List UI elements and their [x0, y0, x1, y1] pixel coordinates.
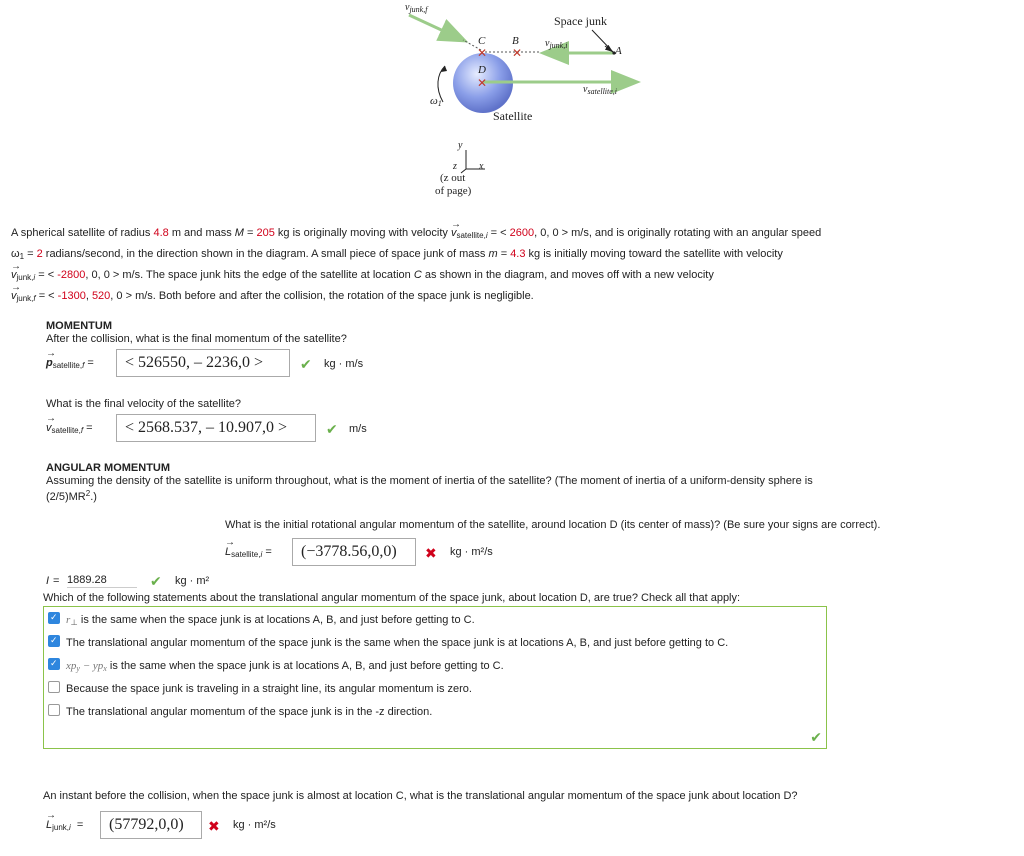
axis-x-label: x [479, 161, 484, 172]
angular-q-inertia-1: Assuming the density of the satellite is uniform throughout, what is the moment of inertia of the satellite? (The moment of inertia of a uniform-density sphere is [46, 475, 813, 487]
angular-q-L-junk: An instant before the collision, when the space junk is almost at location C, what is the translational angular momentum of the space junk about location D? [43, 790, 798, 802]
p-satellite-answer[interactable]: < 526550, – 2236,0 > [116, 349, 290, 377]
momentum-q1: After the collision, what is the final momentum of the satellite? [46, 333, 347, 345]
I-check-icon: ✔ [150, 573, 162, 589]
L-sat-cross-icon: ✖ [425, 545, 437, 561]
v-satellite-label: → $v_{satellite,f}$ = [46, 422, 93, 435]
axis-y-label: y [458, 140, 463, 151]
L-junk-unit: kg · m²/s [233, 819, 276, 831]
angular-title: ANGULAR MOMENTUM [46, 462, 171, 474]
angular-q-statements: Which of the following statements about the translational angular momentum of the space junk, about location D, are true? Check all that apply: [43, 592, 741, 604]
satellite-label: Satellite [493, 109, 533, 123]
option-2[interactable]: ✓The translational angular momentum of the space junk is the same when the space junk is at locations A, B, and just before getting to C. [48, 632, 826, 655]
option-1-checkbox[interactable] [48, 612, 60, 624]
angular-q-inertia-2: $(2/5)MR^2$.) [46, 489, 97, 503]
option-1[interactable]: $✓r_\perp$ is the same when the space junk is at locations A, B, and just before getting to C. [48, 609, 826, 632]
L-junk-cross-icon: ✖ [208, 818, 220, 834]
v-junk-final-arrow [409, 15, 463, 40]
axis-z-label: z [453, 161, 457, 172]
angular-q-L-sat: What is the initial rotational angular momentum of the satellite, around location D (its center of mass)? (Be sure your signs are correct). [225, 519, 881, 531]
z-note-line2: of page) [435, 185, 472, 197]
v-satellite-answer[interactable]: < 2568.537, – 10.907,0 > [116, 414, 316, 442]
marker-b: ✕ [512, 46, 523, 60]
omega-label: $\omega_1$ [430, 95, 442, 108]
option-2-checkbox[interactable] [48, 635, 60, 647]
p-satellite-label: → $p_{satellite,f}$ = [46, 357, 94, 370]
options-check-icon: ✔ [810, 729, 822, 745]
option-5[interactable]: The translational angular momentum of the space junk is in the -z direction. [48, 701, 826, 724]
v-junk-initial-label: $v_{junk,i}$ [545, 38, 568, 50]
option-3-checkbox[interactable] [48, 658, 60, 670]
I-value-input[interactable]: 1889.28 [67, 574, 137, 588]
v-check-icon: ✔ [326, 421, 338, 437]
option-4-checkbox[interactable] [48, 681, 60, 693]
z-note-line1: (z out [440, 172, 466, 184]
point-b-label: B [512, 35, 519, 47]
point-c-label: C [478, 35, 486, 47]
marker-c: ✕ [477, 46, 488, 60]
p-check-icon: ✔ [300, 356, 312, 372]
L-junk-answer[interactable]: (57792,0,0) [100, 811, 202, 839]
momentum-title: MOMENTUM [46, 320, 112, 332]
problem-statement: A spherical satellite of radius 4.8 m and mass M = 205 kg is originally moving with velocity → $v_{satellite,i}$ = < 2600, 0, 0 > m/s, and is originally rotating with an angular speed $\omega_1 = 2$ radians/second, in the direction shown in the diagram. A small piece of space junk of mass m = 4.3 kg is initially moving toward the satellite with velocity → $v_{junk,i}$ = < -2800, 0, 0 > m/s. The space junk hits the edge of the satellite at location C as shown in the diagram, and moves off with a new velocity → $v_{junk,f}$ = < -1300, 520, 0 > m/s. Both before and after the collision, the rotation of the space junk is negligible. [11, 224, 1011, 308]
v-satellite-initial-label: $v_{satellite,i}$ [583, 84, 618, 96]
L-sat-label: → $L_{satellite,i}$ = [225, 546, 272, 559]
options-panel [43, 606, 827, 749]
momentum-q2: What is the final velocity of the satellite? [46, 398, 242, 410]
v-junk-final-label: $v_{junk,f}$ [405, 2, 428, 14]
point-a-label: A [615, 45, 622, 57]
option-4[interactable]: Because the space junk is traveling in a straight line, its angular momentum is zero. [48, 678, 826, 701]
I-label: I [46, 575, 50, 587]
L-sat-unit: kg · m²/s [450, 546, 493, 558]
I-unit: kg · m² [175, 575, 210, 587]
marker-d: ✕ [477, 76, 488, 90]
v-unit: m/s [349, 423, 367, 435]
I-equals: = [53, 575, 60, 587]
option-3[interactable]: $✓xp_y - yp_x$ is the same when the space junk is at locations A, B, and just before getting to C. [48, 655, 826, 678]
L-sat-answer[interactable]: (−3778.56,0,0) [292, 538, 416, 566]
point-d-label: D [478, 64, 486, 76]
space-junk-label: Space junk [554, 14, 607, 28]
option-5-checkbox[interactable] [48, 704, 60, 716]
p-unit: kg · m/s [324, 358, 364, 370]
L-junk-label: → $L_{junk,i}$ = [46, 819, 83, 832]
